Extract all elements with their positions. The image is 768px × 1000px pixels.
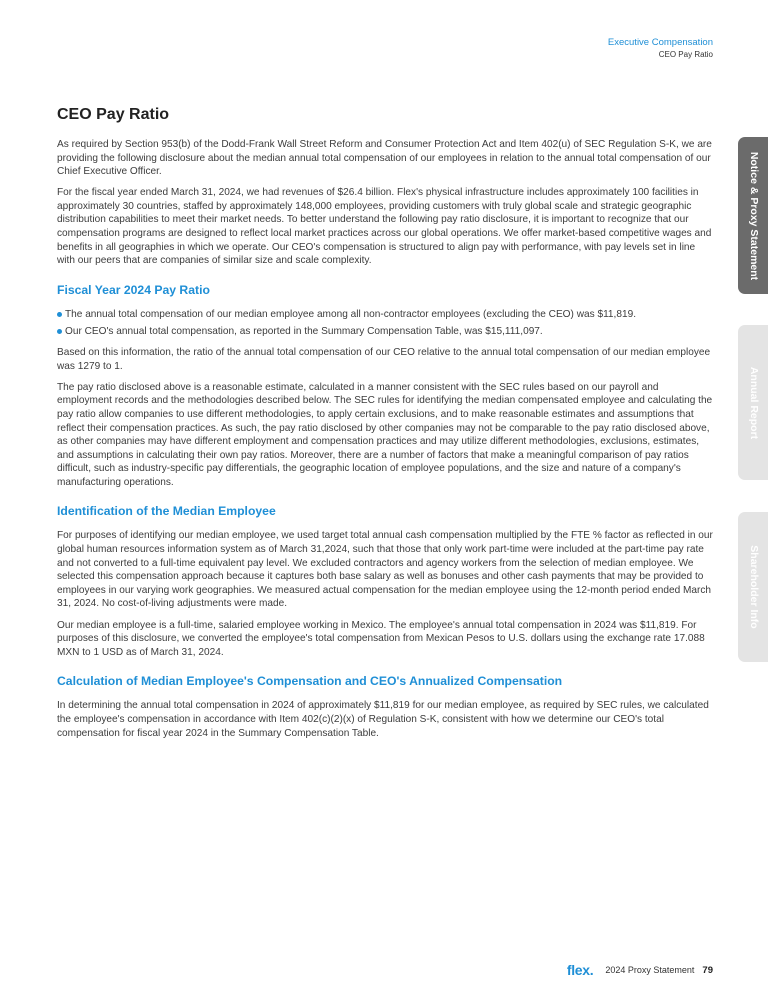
- page-title: CEO Pay Ratio: [57, 106, 170, 123]
- ratio-paragraph: Based on this information, the ratio of the annual total compensation of our CEO relative to the annual total compensation of our median employee was 1279 to 1.: [57, 347, 711, 372]
- main-content: [57, 106, 714, 748]
- page-number: 79: [702, 964, 713, 976]
- pay-ratio-bullet-list: [57, 308, 714, 339]
- side-tab-label: Annual Report: [748, 366, 760, 439]
- page-footer: [567, 962, 713, 978]
- list-item: [57, 308, 714, 322]
- flex-logo: flex.: [566, 962, 594, 978]
- intro-paragraph-2: For the fiscal year ended March 31, 2024, we had revenues of $26.4 billion. Flex's physical infrastructure includes approximately 100 facilities in approximately 30 countries, staffed by approximately 148,000 employees, providing customers with truly global scale and strategic geographic distribution capabilities to meet their market needs. To better understand the following pay ratio disclosure, it is important to recognize that our compensation programs are designed to reflect local market practices across our global operations. We offer market-based competitive wages and benefits in all geographies in which we operate. Our CEO's compensation is structured to align pay with performance, with pay levels set in line with our peers that are companies of similar size and scale complexity.: [57, 187, 712, 267]
- side-tab-annual-report[interactable]: [738, 325, 768, 480]
- side-tab-label: Shareholder Info: [748, 545, 760, 629]
- list-item: [57, 325, 714, 339]
- running-header-section: Executive Compensation: [607, 37, 713, 48]
- bullet-text: Our CEO's annual total compensation, as reported in the Summary Compensation Table, was $15,111,097.: [65, 326, 543, 338]
- median-employee-heading: Identification of the Median Employee: [57, 504, 276, 519]
- bullet-dot-icon: [57, 329, 62, 334]
- calculation-paragraph: In determining the annual total compensation in 2024 of approximately $11,819 for our median employee, as required by SEC rules, we calculated the employee's compensation in accordance with Item 402(c)(2)(x) of Regulation S-K, consistent with how we determine our CEO's total compensation for fiscal year 2024 in the Summary Compensation Table.: [57, 700, 709, 739]
- side-tab-label: Notice & Proxy Statement: [748, 151, 760, 280]
- side-tab-notice-proxy-statement[interactable]: [738, 137, 768, 294]
- intro-paragraph-1: As required by Section 953(b) of the Dodd-Frank Wall Street Reform and Consumer Protection Act and Item 402(u) of SEC Regulation S-K, we are providing the following disclosure about the median annual total compensation of our employees in relation to the annual total compensation of our Chief Executive Officer.: [57, 139, 712, 178]
- calculation-heading: Calculation of Median Employee's Compensation and CEO's Annualized Compensation: [57, 674, 563, 689]
- fy-pay-ratio-heading: Fiscal Year 2024 Pay Ratio: [57, 282, 210, 297]
- running-header-subsection: CEO Pay Ratio: [658, 50, 713, 59]
- bullet-dot-icon: [57, 312, 62, 317]
- median-employee-paragraph: Our median employee is a full-time, salaried employee working in Mexico. The employee's annual total compensation in 2024 was $11,819. For purposes of this disclosure, we converted the employee's total compensation from Mexican Pesos to U.S. dollars using the exchange rate 17.088 MXN to 1 USD as of March 31, 2024.: [57, 619, 705, 658]
- running-header: [608, 37, 713, 60]
- methodology-paragraph: The pay ratio disclosed above is a reasonable estimate, calculated in a manner consistent with the SEC rules based on our payroll and employment records and the methodologies described below. The SEC rules for identifying the median compensated employee and calculating the pay ratio allow companies to use different methodologies, to apply certain exclusions, and to make reasonable estimates and assumptions that reflect their compensation practices. As such, the pay ratio disclosed by other companies may not be comparable to the pay ratio disclosed above, as other companies may have different employment and compensation practices and may utilize different methodologies, exclusions, estimates, and assumptions in calculating their own pay ratios. Moreover, there are a number of factors that make a meaningful comparison of pay ratios difficult, such as industry-specific pay differentials, the geographic location of employee populations, and the size and nature of a company's manufacturing operations.: [57, 381, 713, 488]
- footer-document-title: 2024 Proxy Statement: [605, 965, 695, 975]
- side-tab-shareholder-info[interactable]: [738, 512, 768, 662]
- bullet-text: The annual total compensation of our median employee among all non-contractor employees (excluding the CEO) was $11,819.: [65, 308, 636, 320]
- median-identification-paragraph: For purposes of identifying our median employee, we used target total annual cash compensation multiplied by the FTE % factor as reflected in our global human resources information system as of March 31,2024, such that those that only work part-time were included at the part-time pay rate and not converted to a full-time equivalent pay level. We excluded contractors and agency workers from the selection of median employee. We selected this compensation approach because it captures both base salary as well as bonuses and other cash payments that may be provided to employees in our varying work geographies. We measured actual compensation for the median employee using the 12-month period ended March 31, 2024. No cost-of-living adjustments were made.: [57, 530, 713, 610]
